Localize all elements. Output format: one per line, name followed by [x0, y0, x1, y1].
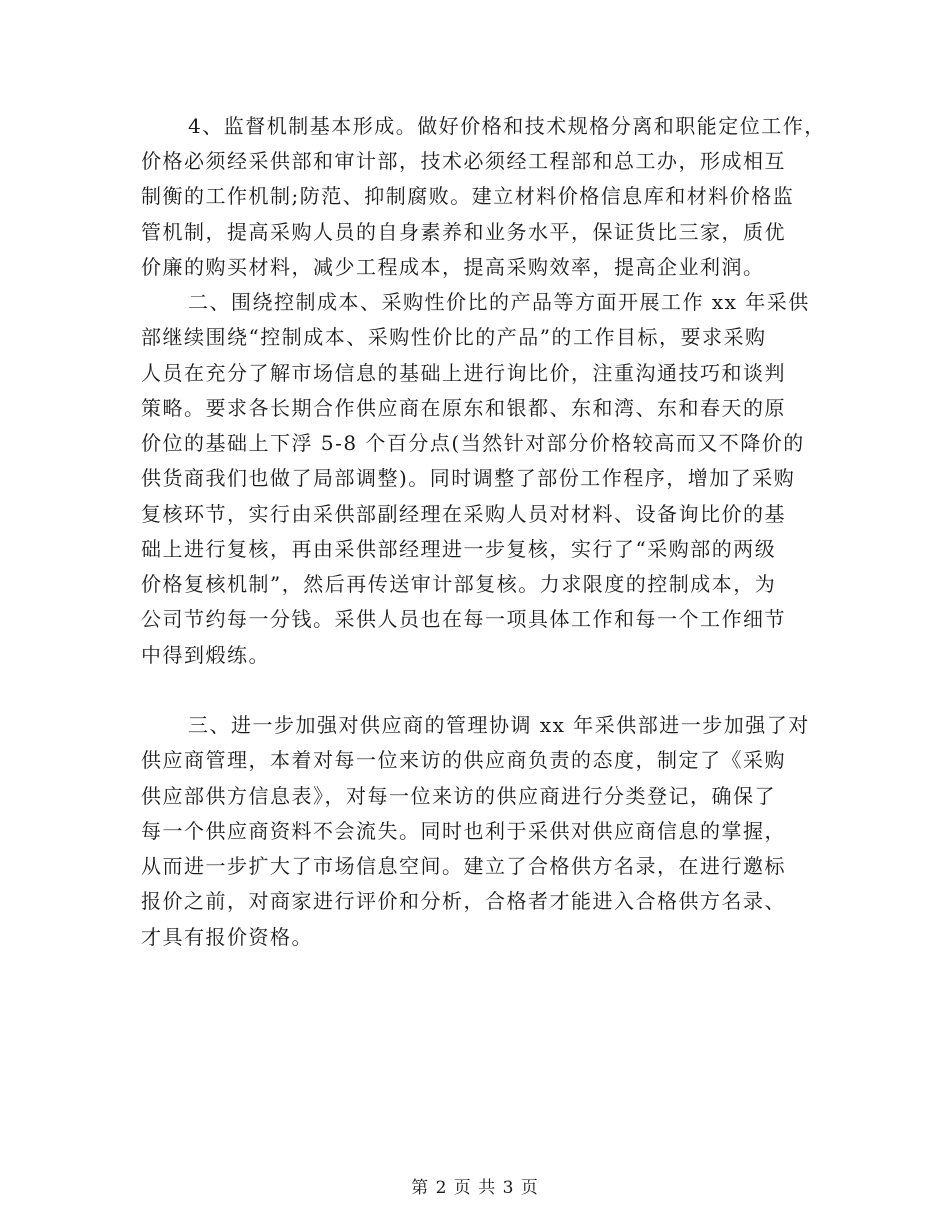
- paragraph-line: 供应部供方信息表》，对每一位来访的供应商进行分类登记，确保了: [141, 784, 776, 808]
- paragraph-line: 价廉的购买材料，减少工程成本，提高采购效率，提高企业利润。: [141, 255, 765, 279]
- paragraph-line: 公司节约每一分钱。采供人员也在每一项具体工作和每一个工作细节: [141, 607, 786, 631]
- paragraph-line: 报价之前，对商家进行评价和分析，合格者才能进入合格供方名录、: [141, 889, 786, 913]
- paragraph-line: 三、进一步加强对供应商的管理协调 xx 年采供部进一步加强了对: [188, 713, 810, 737]
- paragraph-line: 价格复核机制”，然后再传送审计部复核。力求限度的控制成本，为: [141, 572, 777, 596]
- paragraph-line: 中得到煅练。: [141, 643, 270, 667]
- paragraph-line: 价位的基础上下浮 5-8 个百分点(当然针对部分价格较高而又不降价的: [141, 431, 805, 455]
- paragraph-line: 管机制，提高采购人员的自身素养和业务水平，保证货比三家，质优: [141, 220, 786, 244]
- paragraph-line: 策略。要求各长期合作供应商在原东和银都、东和湾、东和春天的原: [141, 396, 786, 420]
- paragraph-line: 供货商我们也做了局部调整)。同时调整了部份工作程序，增加了采购: [141, 466, 796, 490]
- paragraph-line: 才具有报价资格。: [141, 925, 313, 949]
- paragraph-line: 从而进一步扩大了市场信息空间。建立了合格供方名录，在进行邀标: [141, 854, 786, 878]
- page-number-footer: 第 2 页 共 3 页: [411, 1178, 539, 1198]
- paragraph-line: 部继续围绕“控制成本、采购性价比的产品”的工作目标，要求采购: [141, 325, 767, 349]
- paragraph-line: 人员在充分了解市场信息的基础上进行询比价，注重沟通技巧和谈判: [141, 361, 786, 385]
- paragraph-line: 供应商管理，本着对每一位来访的供应商负责的态度，制定了《采购: [141, 748, 786, 772]
- paragraph-line: 二、围绕控制成本、采购性价比的产品等方面开展工作 xx 年采供: [188, 290, 810, 314]
- paragraph-line: 4、监督机制基本形成。做好价格和技术规格分离和职能定位工作，: [188, 114, 826, 138]
- paragraph-line: 础上进行复核，再由采供部经理进一步复核，实行了“采购部的两级: [141, 537, 777, 561]
- paragraph-line: 价格必须经采供部和审计部，技术必须经工程部和总工办，形成相互: [141, 149, 786, 173]
- paragraph-line: 复核环节，实行由采供部副经理在采购人员对材料、设备询比价的基: [141, 502, 786, 526]
- paragraph-line: 每一个供应商资料不会流失。同时也利于采供对供应商信息的掌握，: [141, 819, 786, 843]
- paragraph-line: 制衡的工作机制;防范、抑制腐败。建立材料价格信息库和材料价格监: [141, 184, 795, 208]
